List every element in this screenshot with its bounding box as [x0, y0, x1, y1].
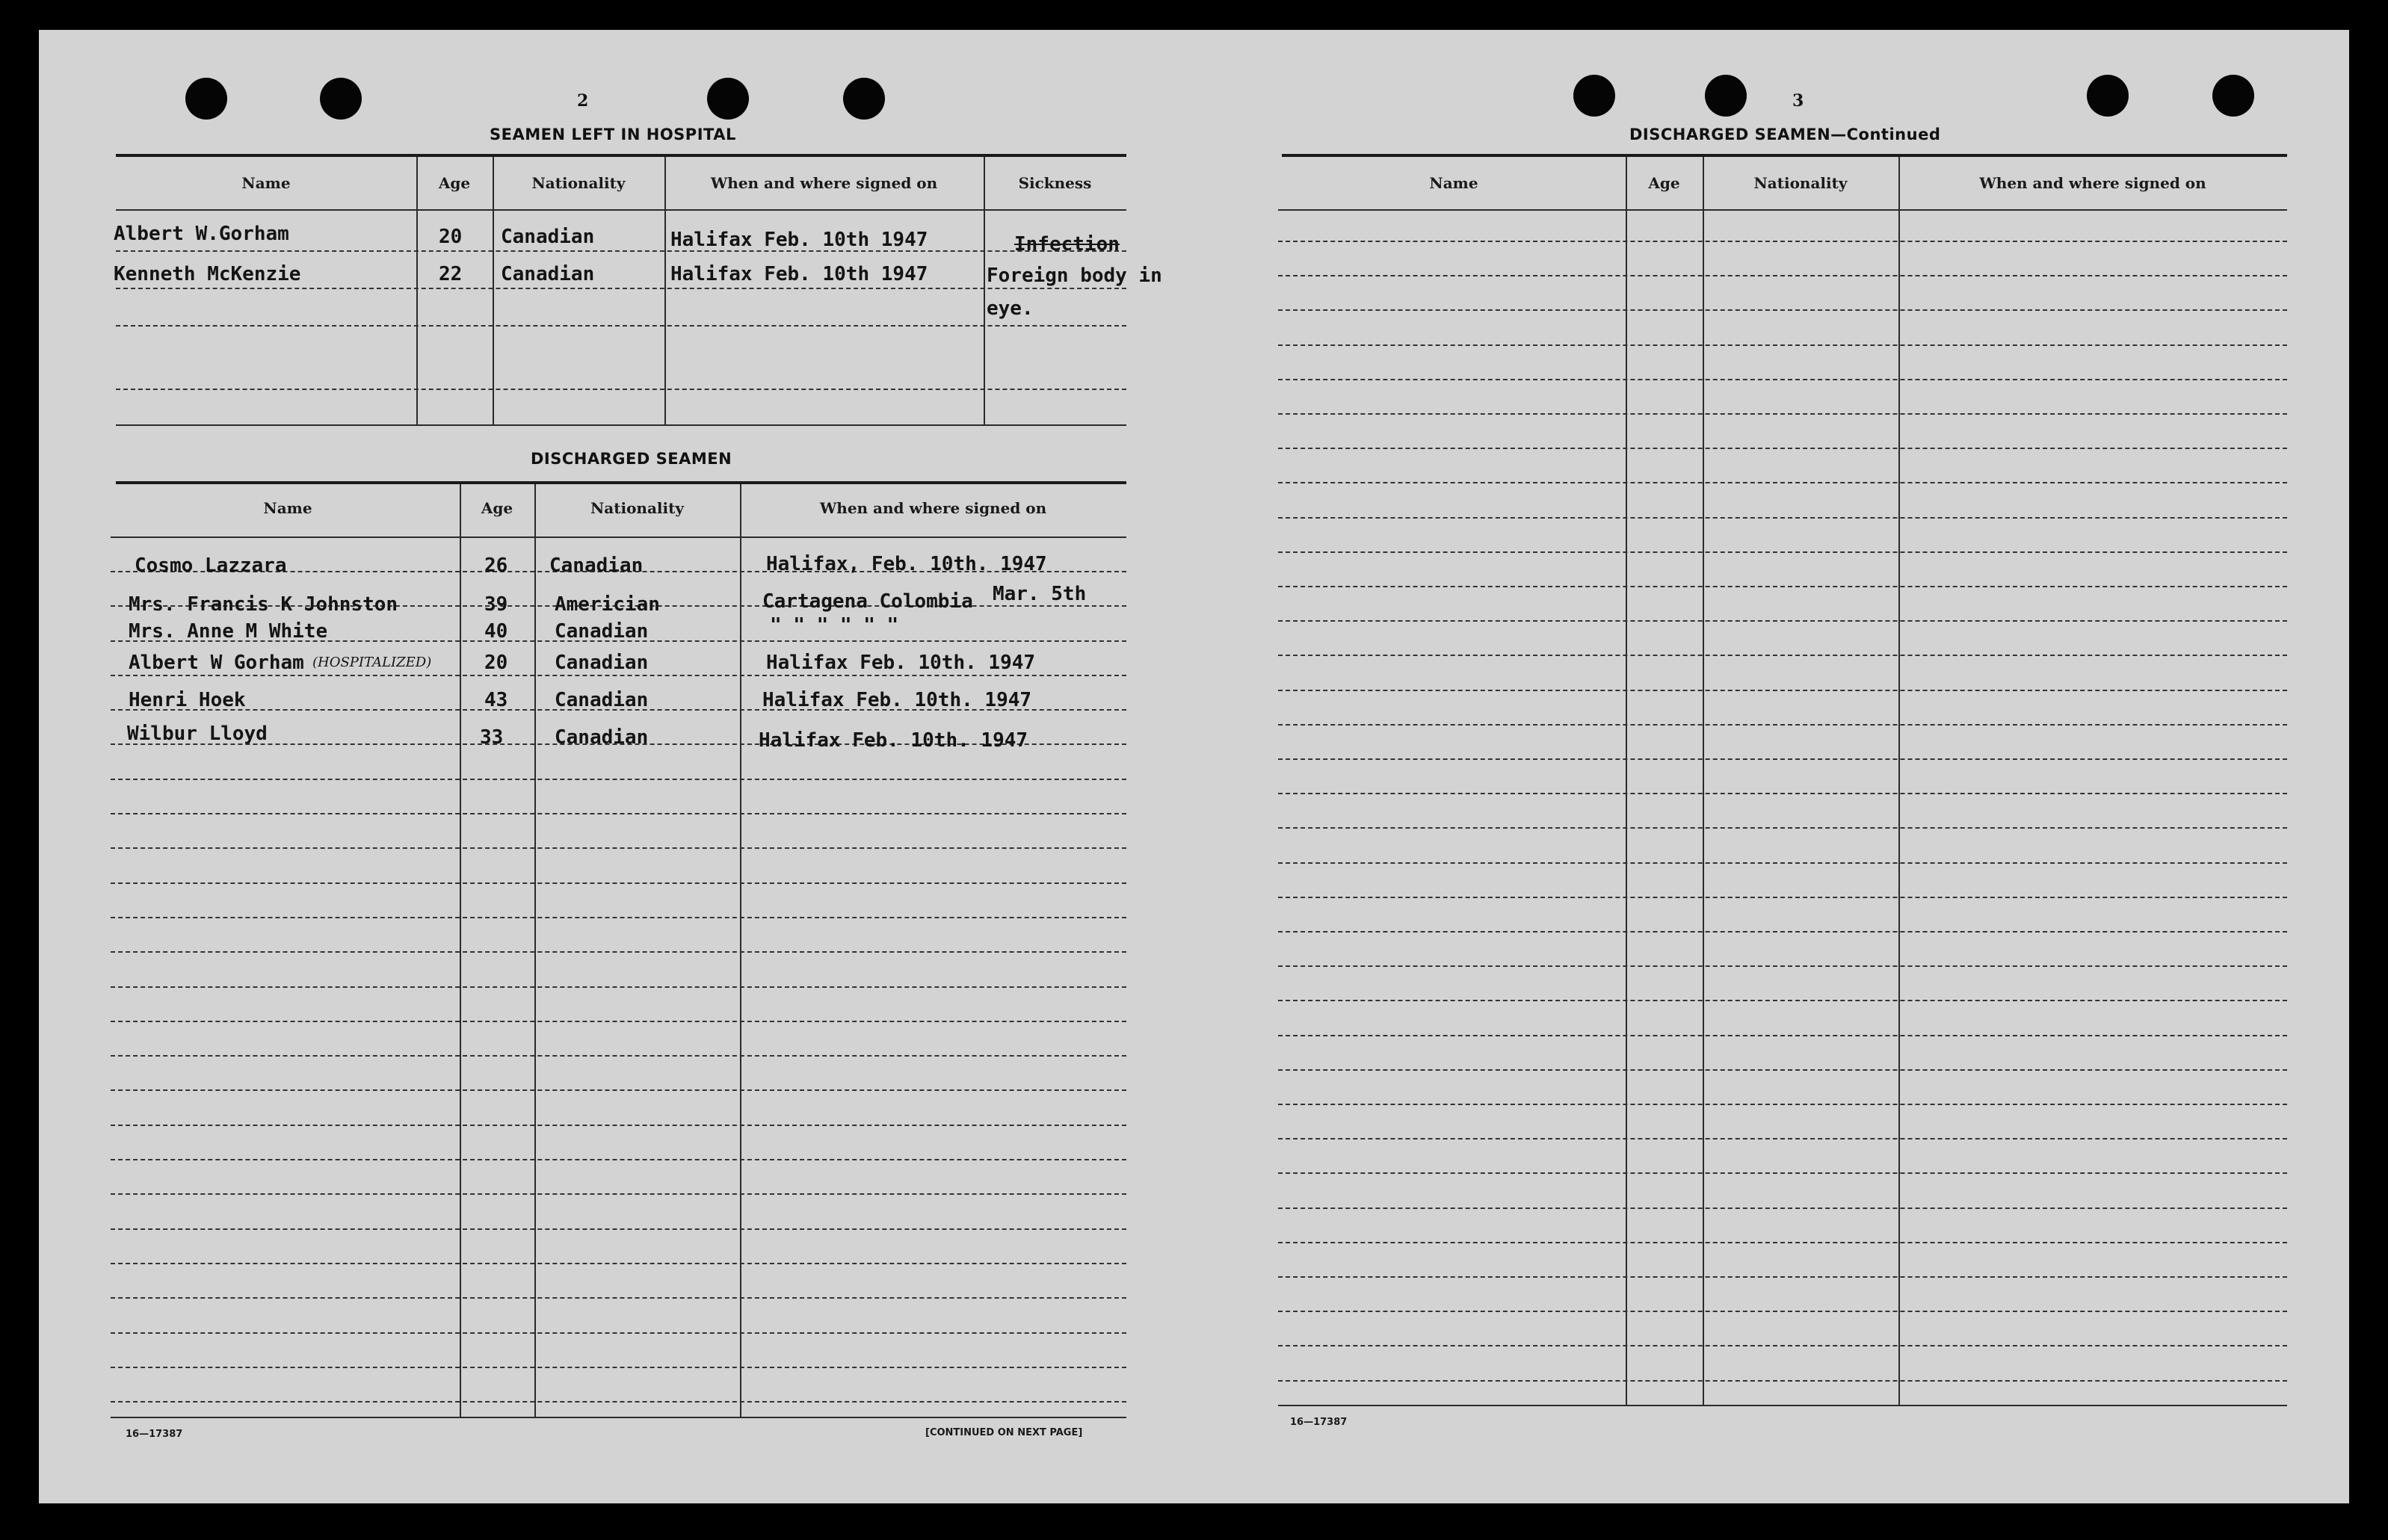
- hospital-age: 20: [439, 226, 463, 248]
- row-rule: [1278, 1069, 2287, 1071]
- hospital-name: Kenneth McKenzie: [114, 263, 301, 285]
- col-header-name: Name: [1429, 174, 1478, 192]
- col-header-signed-on: When and where signed on: [819, 499, 1047, 517]
- row-rule: [111, 1159, 1126, 1160]
- discharged-signed-on: Cartagena Colombia: [762, 590, 973, 613]
- table-rule: [116, 424, 1126, 426]
- col-divider: [1626, 157, 1627, 1405]
- discharged-age: 20: [484, 652, 508, 674]
- row-rule: [1278, 1242, 2287, 1243]
- col-divider: [416, 157, 418, 424]
- hospital-sickness: Foreign body in: [987, 265, 1162, 287]
- col-header-age: Age: [1648, 174, 1680, 192]
- discharged-nationality: Canadian: [555, 689, 649, 711]
- col-divider: [740, 484, 741, 1417]
- discharged-name: Mrs. Francis K Johnston: [129, 593, 398, 616]
- row-rule: [1278, 724, 2287, 726]
- discharged-signed-on: Halifax Feb. 10th. 1947: [759, 729, 1028, 752]
- punch-hole: [2087, 75, 2129, 117]
- discharged-age: 40: [484, 620, 508, 643]
- discharged-signed-on: Halifax Feb. 10th. 1947: [762, 689, 1032, 711]
- discharged-nationality: Canadian: [555, 652, 649, 674]
- row-rule: [1278, 862, 2287, 864]
- section-title-discharged: DISCHARGED SEAMEN: [531, 450, 732, 468]
- table-rule: [1278, 1405, 2287, 1406]
- row-rule: [1278, 758, 2287, 760]
- row-rule: [1278, 1104, 2287, 1105]
- hospital-signed-on: Halifax Feb. 10th 1947: [670, 229, 928, 251]
- header-rule: [1282, 154, 2287, 157]
- table-rule: [116, 209, 1126, 211]
- col-header-age: Age: [438, 174, 471, 192]
- row-rule: [1278, 655, 2287, 656]
- discharged-nationality: Canadian: [549, 554, 644, 577]
- form-number: 16—17387: [126, 1429, 183, 1440]
- row-rule: [1278, 413, 2287, 415]
- col-header-name: Name: [241, 174, 291, 192]
- handwritten-note: (HOSPITALIZED): [312, 655, 432, 670]
- col-divider: [534, 484, 536, 1417]
- page-number-right: 3: [1792, 91, 1804, 111]
- row-rule: [116, 250, 1126, 252]
- row-rule: [1278, 827, 2287, 829]
- row-rule: [1278, 620, 2287, 622]
- discharged-name: Wilbur Lloyd: [127, 723, 268, 745]
- discharged-age: 43: [484, 689, 508, 711]
- discharged-signed-on: Halifax Feb. 10th. 1947: [766, 652, 1036, 674]
- row-rule: [1278, 1380, 2287, 1382]
- row-rule: [1278, 1138, 2287, 1139]
- row-rule: [1278, 931, 2287, 933]
- row-rule: [111, 1089, 1126, 1091]
- row-rule: [1278, 551, 2287, 553]
- discharged-signed-date: Mar. 5th: [993, 583, 1087, 605]
- discharged-signed-on: " " " " " ": [770, 614, 899, 637]
- row-rule: [1278, 448, 2287, 449]
- hospital-sickness: Infection: [1014, 233, 1120, 256]
- row-rule: [111, 675, 1126, 676]
- row-rule: [1278, 1207, 2287, 1209]
- col-divider: [1898, 157, 1900, 1405]
- row-rule: [116, 389, 1126, 390]
- table-rule: [1278, 209, 2287, 211]
- col-header-nationality: Nationality: [590, 499, 684, 517]
- col-header-age: Age: [481, 499, 513, 517]
- row-rule: [1278, 1000, 2287, 1001]
- page-number-left: 2: [577, 91, 589, 111]
- row-rule: [111, 1401, 1126, 1403]
- punch-hole: [2212, 75, 2254, 117]
- hospital-nationality: Canadian: [501, 226, 595, 248]
- discharged-name: Albert W Gorham: [129, 652, 304, 674]
- row-rule: [1278, 482, 2287, 483]
- row-rule: [111, 917, 1126, 918]
- row-rule: [1278, 965, 2287, 967]
- hospital-signed-on: Halifax Feb. 10th 1947: [670, 263, 928, 285]
- row-rule: [111, 779, 1126, 780]
- row-rule: [111, 1125, 1126, 1126]
- row-rule: [1278, 1345, 2287, 1346]
- row-rule: [1278, 1276, 2287, 1278]
- row-rule: [111, 1297, 1126, 1299]
- row-rule: [111, 1021, 1126, 1022]
- row-rule: [1278, 275, 2287, 276]
- table-rule: [111, 1417, 1126, 1418]
- row-rule: [116, 288, 1126, 289]
- header-rule: [116, 481, 1126, 484]
- hospital-sickness-cont: eye.: [987, 297, 1034, 320]
- col-header-nationality: Nationality: [531, 174, 626, 192]
- row-rule: [111, 882, 1126, 884]
- row-rule: [111, 1332, 1126, 1334]
- row-rule: [1278, 241, 2287, 242]
- row-rule: [111, 813, 1126, 814]
- row-rule: [1278, 309, 2287, 311]
- row-rule: [1278, 690, 2287, 691]
- col-divider: [664, 157, 666, 424]
- section-title-hospital: SEAMEN LEFT IN HOSPITAL: [490, 126, 736, 143]
- discharged-name: Cosmo Lazzara: [135, 554, 287, 577]
- row-rule: [1278, 586, 2287, 587]
- discharged-name: Henri Hoek: [129, 689, 246, 711]
- punch-hole: [320, 78, 362, 120]
- row-rule: [1278, 379, 2287, 380]
- col-header-name: Name: [263, 499, 312, 517]
- hospital-name: Albert W.Gorham: [114, 223, 289, 245]
- row-rule: [116, 325, 1126, 327]
- row-rule: [111, 1367, 1126, 1368]
- row-rule: [1278, 1035, 2287, 1036]
- row-rule: [1278, 793, 2287, 794]
- punch-hole: [1573, 75, 1615, 117]
- discharged-age: 33: [480, 726, 504, 749]
- punch-hole: [843, 78, 885, 120]
- row-rule: [111, 1193, 1126, 1195]
- hospital-age: 22: [439, 263, 463, 285]
- row-rule: [111, 1055, 1126, 1057]
- table-rule: [111, 536, 1126, 538]
- discharged-age: 39: [484, 593, 508, 616]
- discharged-signed-on: Halifax, Feb. 10th. 1947: [766, 553, 1047, 575]
- row-rule: [1278, 1311, 2287, 1312]
- row-rule: [111, 847, 1126, 849]
- row-rule: [111, 1228, 1126, 1230]
- section-title-discharged-continued: DISCHARGED SEAMEN—Continued: [1629, 126, 1941, 143]
- discharged-age: 26: [484, 554, 508, 577]
- col-header-signed-on: When and where signed on: [1979, 174, 2206, 192]
- col-header-nationality: Nationality: [1753, 174, 1848, 192]
- col-divider: [493, 157, 494, 424]
- continued-note: [CONTINUED ON NEXT PAGE]: [925, 1427, 1083, 1438]
- hospital-nationality: Canadian: [501, 263, 595, 285]
- col-header-sickness: Sickness: [1018, 174, 1092, 192]
- row-rule: [1278, 344, 2287, 346]
- discharged-nationality: Americian: [555, 593, 660, 616]
- discharged-nationality: Canadian: [555, 726, 649, 749]
- col-divider: [1703, 157, 1704, 1405]
- row-rule: [1278, 1172, 2287, 1174]
- discharged-name: Mrs. Anne M White: [129, 620, 328, 643]
- row-rule: [111, 951, 1126, 953]
- punch-hole: [185, 78, 227, 120]
- col-header-signed-on: When and where signed on: [710, 174, 938, 192]
- row-rule: [1278, 897, 2287, 898]
- row-rule: [1278, 517, 2287, 519]
- punch-hole: [1705, 75, 1747, 117]
- discharged-nationality: Canadian: [555, 620, 649, 643]
- col-divider: [460, 484, 461, 1417]
- header-rule: [116, 154, 1126, 157]
- row-rule: [111, 1263, 1126, 1264]
- col-divider: [984, 157, 985, 424]
- row-rule: [111, 986, 1126, 988]
- form-number: 16—17387: [1290, 1417, 1348, 1428]
- punch-hole: [707, 78, 749, 120]
